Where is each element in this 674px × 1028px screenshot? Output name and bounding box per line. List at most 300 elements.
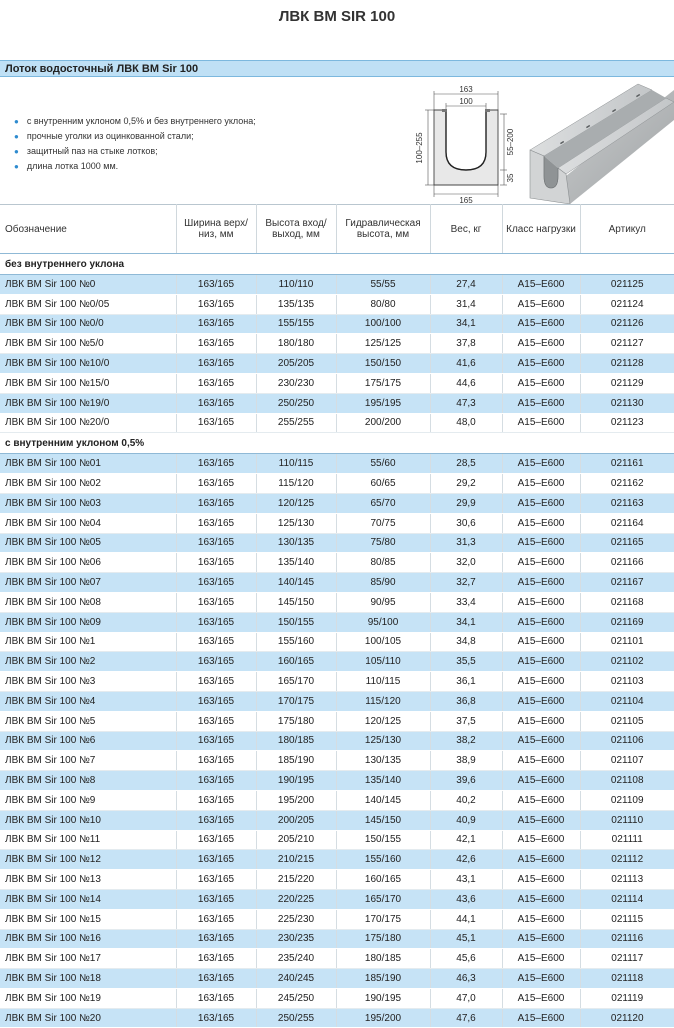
cell-width: 163/165 [176,909,256,929]
cell-article: 021169 [580,612,674,632]
cell-width: 163/165 [176,751,256,771]
spec-table [0,204,674,1028]
cell-height: 235/240 [256,949,336,969]
cell-hydraulic-height: 185/190 [336,969,430,989]
cell-designation: ЛВК ВМ Sir 100 №09 [0,612,176,632]
cell-weight: 28,5 [430,454,502,474]
cell-weight: 36,8 [430,691,502,711]
cell-hydraulic-height: 175/180 [336,929,430,949]
cell-designation: ЛВК ВМ Sir 100 №1 [0,632,176,652]
table-row [0,850,674,870]
cell-weight: 33,4 [430,592,502,612]
cell-designation: ЛВК ВМ Sir 100 №02 [0,474,176,494]
table-row [0,413,674,433]
col-width: Ширина верх/низ, мм [176,205,256,254]
cell-designation: ЛВК ВМ Sir 100 №17 [0,949,176,969]
cell-article: 021103 [580,672,674,692]
cell-weight: 45,1 [430,929,502,949]
cell-width: 163/165 [176,573,256,593]
cell-weight: 47,3 [430,393,502,413]
cell-width: 163/165 [176,850,256,870]
cell-height: 245/250 [256,988,336,1008]
cell-article: 021168 [580,592,674,612]
table-row [0,334,674,354]
cell-designation: ЛВК ВМ Sir 100 №18 [0,969,176,989]
spec-table-body [0,254,674,1028]
cell-width: 163/165 [176,493,256,513]
cell-weight: 31,4 [430,294,502,314]
cell-load-class: А15–Е600 [502,373,580,393]
cell-weight: 39,6 [430,771,502,791]
cell-width: 163/165 [176,672,256,692]
cell-width: 163/165 [176,413,256,433]
cell-load-class: А15–Е600 [502,850,580,870]
cell-height: 135/140 [256,553,336,573]
cell-article: 021118 [580,969,674,989]
cell-designation: ЛВК ВМ Sir 100 №16 [0,929,176,949]
group-header-row [0,254,674,275]
cell-height: 215/220 [256,870,336,890]
dim-top-width: 163 [459,85,473,94]
cell-height: 205/205 [256,354,336,374]
cell-article: 021112 [580,850,674,870]
cell-weight: 44,1 [430,909,502,929]
cell-height: 160/165 [256,652,336,672]
table-row [0,354,674,374]
cell-weight: 27,4 [430,275,502,295]
cell-hydraulic-height: 80/85 [336,553,430,573]
bullet-icon: ● [14,117,19,126]
table-row [0,294,674,314]
cross-section-drawing [412,84,522,204]
cell-height: 155/155 [256,314,336,334]
cell-hydraulic-height: 140/145 [336,790,430,810]
channel-3d-render [520,80,674,204]
cell-load-class: А15–Е600 [502,691,580,711]
cell-height: 180/180 [256,334,336,354]
cell-width: 163/165 [176,275,256,295]
cell-height: 145/150 [256,592,336,612]
cell-hydraulic-height: 180/185 [336,949,430,969]
cell-weight: 30,6 [430,513,502,533]
cell-hydraulic-height: 100/105 [336,632,430,652]
cell-article: 021125 [580,275,674,295]
page-title: ЛВК ВМ SIR 100 [278,8,396,25]
cell-weight: 40,9 [430,810,502,830]
cell-width: 163/165 [176,949,256,969]
cell-article: 021124 [580,294,674,314]
cell-designation: ЛВК ВМ Sir 100 №15 [0,909,176,929]
cell-designation: ЛВК ВМ Sir 100 №05 [0,533,176,553]
cell-load-class: А15–Е600 [502,294,580,314]
cell-load-class: А15–Е600 [502,751,580,771]
table-row [0,790,674,810]
table-row [0,909,674,929]
cell-hydraulic-height: 70/75 [336,513,430,533]
cell-weight: 29,9 [430,493,502,513]
table-row [0,751,674,771]
cell-weight: 34,1 [430,612,502,632]
cell-hydraulic-height: 175/175 [336,373,430,393]
dim-bottom-width: 165 [459,196,473,204]
cell-width: 163/165 [176,553,256,573]
features-list [14,114,256,174]
table-row [0,275,674,295]
cell-load-class: А15–Е600 [502,513,580,533]
table-row [0,612,674,632]
table-row [0,830,674,850]
cell-width: 163/165 [176,294,256,314]
cell-height: 240/245 [256,969,336,989]
cell-article: 021114 [580,889,674,909]
cell-load-class: А15–Е600 [502,909,580,929]
cell-width: 163/165 [176,533,256,553]
cell-hydraulic-height: 155/160 [336,850,430,870]
cell-height: 230/230 [256,373,336,393]
cell-height: 130/135 [256,533,336,553]
cell-hydraulic-height: 195/200 [336,1008,430,1028]
cell-load-class: А15–Е600 [502,533,580,553]
cell-hydraulic-height: 75/80 [336,533,430,553]
cell-height: 115/120 [256,474,336,494]
table-row [0,1008,674,1028]
table-row [0,533,674,553]
cell-article: 021110 [580,810,674,830]
cell-article: 021107 [580,751,674,771]
cell-load-class: А15–Е600 [502,969,580,989]
cell-width: 163/165 [176,691,256,711]
cell-article: 021108 [580,771,674,791]
feature-item [14,159,256,174]
cell-article: 021127 [580,334,674,354]
cell-width: 163/165 [176,830,256,850]
cell-article: 021104 [580,691,674,711]
feature-item [14,129,256,144]
cell-height: 220/225 [256,889,336,909]
cell-load-class: А15–Е600 [502,949,580,969]
cell-hydraulic-height: 200/200 [336,413,430,433]
cell-hydraulic-height: 60/65 [336,474,430,494]
cell-width: 163/165 [176,632,256,652]
channel-body-shape [434,110,498,185]
cell-designation: ЛВК ВМ Sir 100 №03 [0,493,176,513]
cell-load-class: А15–Е600 [502,314,580,334]
table-row [0,513,674,533]
table-row [0,771,674,791]
cell-designation: ЛВК ВМ Sir 100 №19 [0,988,176,1008]
section-header: Лоток водосточный ЛВК ВМ Sir 100 [0,60,674,77]
cell-article: 021162 [580,474,674,494]
cell-height: 250/255 [256,1008,336,1028]
cell-hydraulic-height: 55/60 [336,454,430,474]
cell-height: 110/110 [256,275,336,295]
cell-width: 163/165 [176,790,256,810]
cell-designation: ЛВК ВМ Sir 100 №06 [0,553,176,573]
cell-height: 180/185 [256,731,336,751]
cell-width: 163/165 [176,652,256,672]
cell-designation: ЛВК ВМ Sir 100 №11 [0,830,176,850]
cell-hydraulic-height: 195/195 [336,393,430,413]
cell-article: 021120 [580,1008,674,1028]
cell-height: 155/160 [256,632,336,652]
cell-weight: 47,0 [430,988,502,1008]
cell-height: 175/180 [256,711,336,731]
cell-article: 021106 [580,731,674,751]
cell-designation: ЛВК ВМ Sir 100 №7 [0,751,176,771]
cell-designation: ЛВК ВМ Sir 100 №13 [0,870,176,890]
cell-width: 163/165 [176,711,256,731]
cell-hydraulic-height: 170/175 [336,909,430,929]
feature-text: длина лотка 1000 мм. [26,161,119,171]
cell-article: 021167 [580,573,674,593]
cell-height: 135/135 [256,294,336,314]
cell-height: 200/205 [256,810,336,830]
cell-height: 205/210 [256,830,336,850]
cell-load-class: А15–Е600 [502,592,580,612]
cell-article: 021109 [580,790,674,810]
cell-hydraulic-height: 55/55 [336,275,430,295]
cell-load-class: А15–Е600 [502,870,580,890]
cell-height: 195/200 [256,790,336,810]
bullet-icon: ● [14,147,19,156]
cell-article: 021126 [580,314,674,334]
cell-weight: 45,6 [430,949,502,969]
cell-hydraulic-height: 150/155 [336,830,430,850]
cell-width: 163/165 [176,513,256,533]
cell-load-class: А15–Е600 [502,493,580,513]
cell-hydraulic-height: 65/70 [336,493,430,513]
cell-article: 021102 [580,652,674,672]
cell-hydraulic-height: 125/130 [336,731,430,751]
cell-load-class: А15–Е600 [502,771,580,791]
feature-text: с внутренним уклоном 0,5% и без внутреннего уклона; [26,116,256,126]
cell-height: 250/250 [256,393,336,413]
table-row [0,393,674,413]
table-row [0,454,674,474]
bullet-icon: ● [14,132,19,141]
cell-height: 170/175 [256,691,336,711]
cell-article: 021161 [580,454,674,474]
cell-weight: 42,1 [430,830,502,850]
cell-weight: 43,6 [430,889,502,909]
dim-height-range: 100–255 [415,132,424,164]
table-row [0,711,674,731]
cell-height: 110/115 [256,454,336,474]
table-row [0,969,674,989]
table-row [0,810,674,830]
col-load-class: Класс нагрузки [502,205,580,254]
cell-weight: 37,5 [430,711,502,731]
cell-article: 021116 [580,929,674,949]
cell-weight: 42,6 [430,850,502,870]
cell-width: 163/165 [176,1008,256,1028]
cell-article: 021111 [580,830,674,850]
col-hydraulic-height: Гидравлическая высота, мм [336,205,430,254]
cell-load-class: А15–Е600 [502,454,580,474]
cell-hydraulic-height: 145/150 [336,810,430,830]
cell-hydraulic-height: 160/165 [336,870,430,890]
cell-designation: ЛВК ВМ Sir 100 №20 [0,1008,176,1028]
cell-article: 021115 [580,909,674,929]
cell-load-class: А15–Е600 [502,790,580,810]
cell-hydraulic-height: 120/125 [336,711,430,731]
cell-load-class: А15–Е600 [502,573,580,593]
cell-height: 190/195 [256,771,336,791]
cell-width: 163/165 [176,373,256,393]
group-title: без внутреннего уклона [0,254,674,275]
cell-load-class: А15–Е600 [502,393,580,413]
table-row [0,553,674,573]
table-row [0,691,674,711]
dim-base-height: 35 [506,173,515,183]
cell-designation: ЛВК ВМ Sir 100 №2 [0,652,176,672]
table-row [0,672,674,692]
cell-width: 163/165 [176,612,256,632]
cell-load-class: А15–Е600 [502,553,580,573]
table-row [0,632,674,652]
table-row [0,314,674,334]
cell-load-class: А15–Е600 [502,612,580,632]
cell-width: 163/165 [176,731,256,751]
cell-article: 021166 [580,553,674,573]
table-row [0,474,674,494]
cell-weight: 44,6 [430,373,502,393]
cell-hydraulic-height: 135/140 [336,771,430,791]
col-designation: Обозначение [0,205,176,254]
cell-hydraulic-height: 85/90 [336,573,430,593]
cell-height: 125/130 [256,513,336,533]
cell-height: 165/170 [256,672,336,692]
table-row [0,988,674,1008]
cell-weight: 37,8 [430,334,502,354]
cell-width: 163/165 [176,929,256,949]
table-row [0,929,674,949]
cell-designation: ЛВК ВМ Sir 100 №6 [0,731,176,751]
cell-designation: ЛВК ВМ Sir 100 №4 [0,691,176,711]
cell-width: 163/165 [176,393,256,413]
table-row [0,592,674,612]
cell-height: 225/230 [256,909,336,929]
group-title: с внутренним уклоном 0,5% [0,433,674,454]
col-article: Артикул [580,205,674,254]
cell-width: 163/165 [176,870,256,890]
cell-article: 021101 [580,632,674,652]
cell-weight: 32,0 [430,553,502,573]
cell-load-class: А15–Е600 [502,929,580,949]
cell-width: 163/165 [176,988,256,1008]
cell-weight: 43,1 [430,870,502,890]
cell-load-class: А15–Е600 [502,810,580,830]
cell-load-class: А15–Е600 [502,652,580,672]
dim-inner-width: 100 [459,97,473,106]
col-height: Высота вход/выход, мм [256,205,336,254]
cell-weight: 29,2 [430,474,502,494]
cell-designation: ЛВК ВМ Sir 100 №07 [0,573,176,593]
cell-width: 163/165 [176,969,256,989]
cell-article: 021105 [580,711,674,731]
cell-hydraulic-height: 150/150 [336,354,430,374]
cell-load-class: А15–Е600 [502,711,580,731]
cell-designation: ЛВК ВМ Sir 100 №0/05 [0,294,176,314]
cell-designation: ЛВК ВМ Sir 100 №08 [0,592,176,612]
table-row [0,731,674,751]
table-row [0,949,674,969]
cell-load-class: А15–Е600 [502,988,580,1008]
cell-width: 163/165 [176,334,256,354]
cell-height: 255/255 [256,413,336,433]
cell-weight: 36,1 [430,672,502,692]
cell-designation: ЛВК ВМ Sir 100 №10/0 [0,354,176,374]
cell-load-class: А15–Е600 [502,474,580,494]
cell-hydraulic-height: 80/80 [336,294,430,314]
cell-width: 163/165 [176,592,256,612]
cell-hydraulic-height: 105/110 [336,652,430,672]
feature-item [14,114,256,129]
cell-weight: 31,3 [430,533,502,553]
dim-inner-height-range: 55–200 [506,128,515,156]
cell-hydraulic-height: 110/115 [336,672,430,692]
cell-hydraulic-height: 95/100 [336,612,430,632]
cell-designation: ЛВК ВМ Sir 100 №20/0 [0,413,176,433]
cell-weight: 38,2 [430,731,502,751]
cell-weight: 46,3 [430,969,502,989]
table-row [0,573,674,593]
cell-height: 120/125 [256,493,336,513]
cell-width: 163/165 [176,314,256,334]
cell-article: 021163 [580,493,674,513]
cell-height: 185/190 [256,751,336,771]
cell-weight: 41,6 [430,354,502,374]
cell-load-class: А15–Е600 [502,354,580,374]
cell-weight: 32,7 [430,573,502,593]
cell-weight: 34,8 [430,632,502,652]
cell-designation: ЛВК ВМ Sir 100 №0/0 [0,314,176,334]
cell-designation: ЛВК ВМ Sir 100 №5/0 [0,334,176,354]
cell-article: 021165 [580,533,674,553]
cell-designation: ЛВК ВМ Sir 100 №01 [0,454,176,474]
group-header-row [0,433,674,454]
cell-designation: ЛВК ВМ Sir 100 №19/0 [0,393,176,413]
cell-designation: ЛВК ВМ Sir 100 №15/0 [0,373,176,393]
cell-load-class: А15–Е600 [502,1008,580,1028]
feature-text: прочные уголки из оцинкованной стали; [26,131,194,141]
cell-hydraulic-height: 125/125 [336,334,430,354]
cell-article: 021164 [580,513,674,533]
cell-hydraulic-height: 90/95 [336,592,430,612]
cell-hydraulic-height: 190/195 [336,988,430,1008]
table-row [0,652,674,672]
cell-designation: ЛВК ВМ Sir 100 №04 [0,513,176,533]
cell-article: 021117 [580,949,674,969]
cell-hydraulic-height: 100/100 [336,314,430,334]
feature-text: защитный паз на стыке лотков; [26,146,158,156]
cell-height: 150/155 [256,612,336,632]
cell-load-class: А15–Е600 [502,275,580,295]
cell-article: 021113 [580,870,674,890]
table-header-row [0,205,674,254]
cell-load-class: А15–Е600 [502,889,580,909]
cell-width: 163/165 [176,454,256,474]
cell-load-class: А15–Е600 [502,672,580,692]
cell-load-class: А15–Е600 [502,413,580,433]
cell-load-class: А15–Е600 [502,830,580,850]
cell-width: 163/165 [176,354,256,374]
col-weight: Вес, кг [430,205,502,254]
table-row [0,889,674,909]
table-row [0,373,674,393]
cell-article: 021123 [580,413,674,433]
cell-article: 021128 [580,354,674,374]
